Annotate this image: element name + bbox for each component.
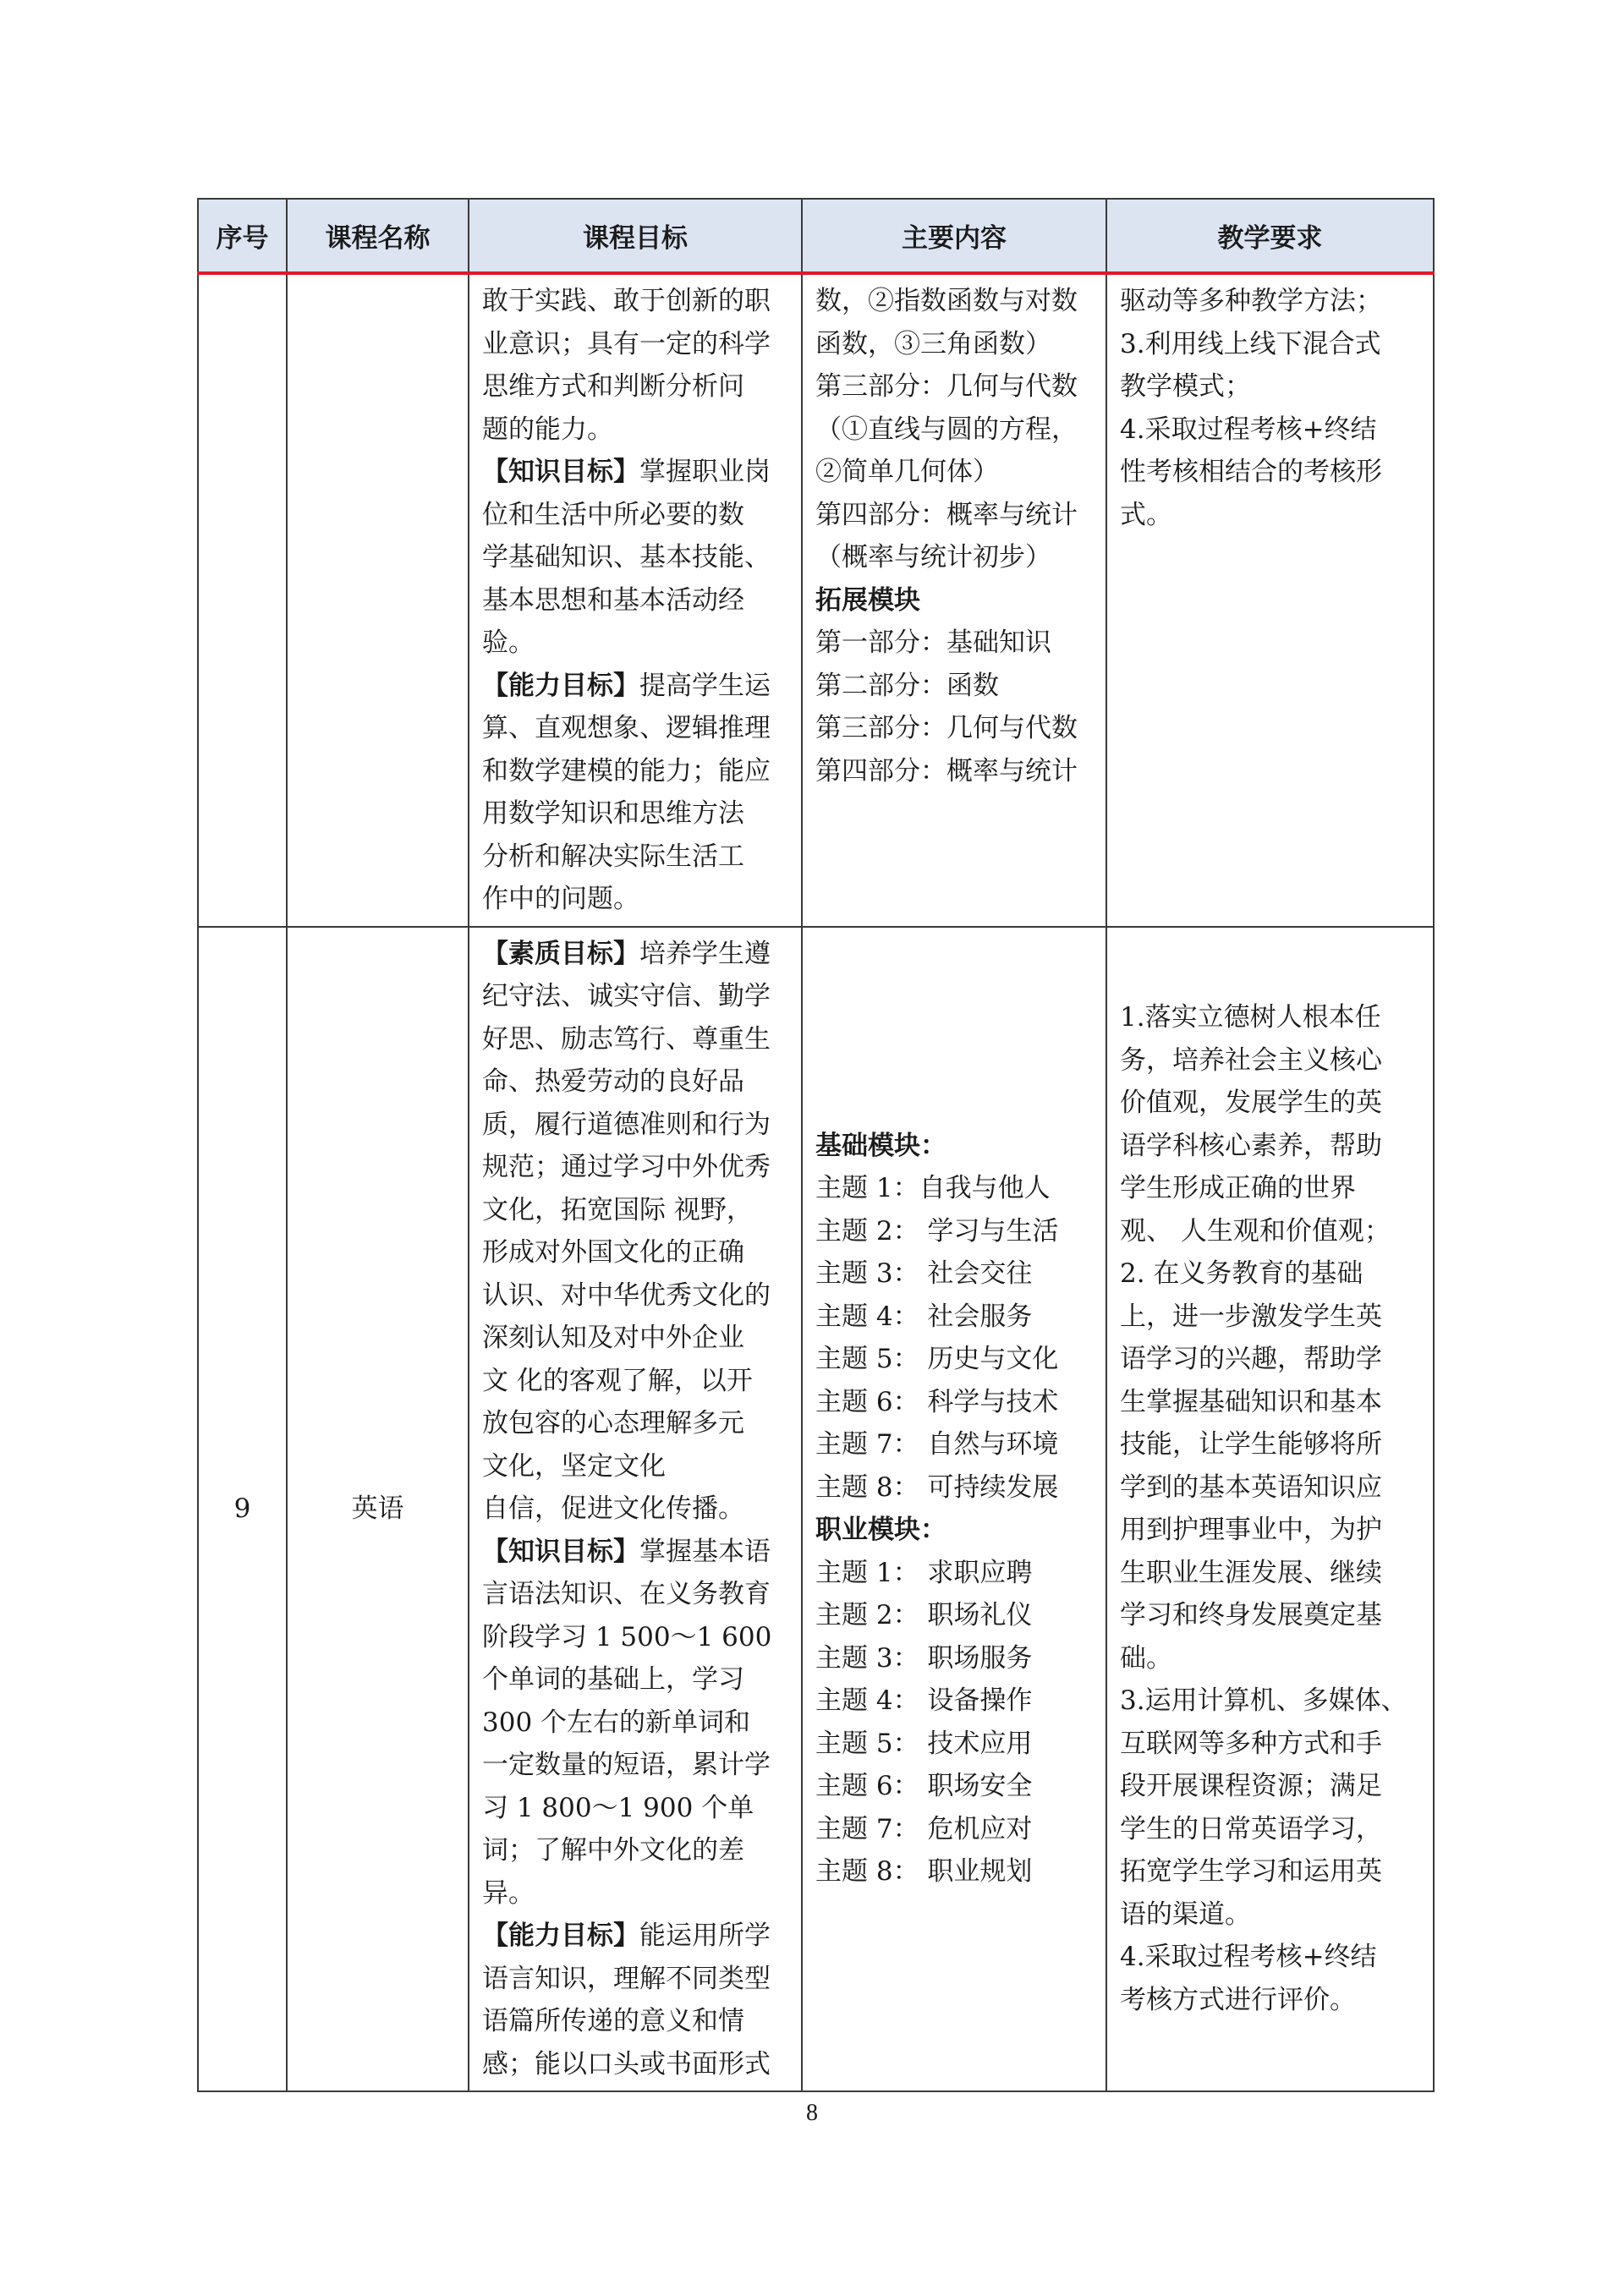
cell-line — [815, 451, 1097, 494]
line-text: 掌握职业岗 — [639, 457, 771, 487]
cell-line — [482, 1402, 793, 1445]
cell-line — [482, 494, 793, 537]
table-row — [198, 273, 1434, 927]
cell-line — [815, 536, 1097, 579]
cell-line — [482, 665, 793, 708]
row1-goal-cell — [469, 273, 802, 927]
line-text: 能运用所学 — [639, 1921, 771, 1951]
line-text: 300 个左右的新单词和 — [482, 1707, 751, 1738]
cell-line — [815, 579, 1097, 622]
line-text: 基本思想和基本活动经 — [482, 584, 744, 616]
line-text: 主题 5： 技术应用 — [815, 1728, 1033, 1759]
line-text: 分析和解决实际生活工 — [482, 841, 744, 872]
cell-line — [482, 1787, 793, 1830]
section-heading: 【能力目标】 — [482, 670, 639, 701]
cell-line: 拓宽学生学习和运用英 — [1120, 1856, 1382, 1888]
cell-line: 学生形成正确的世界 — [1120, 1173, 1356, 1204]
row2-requirements-cell — [1106, 927, 1434, 2092]
cell-line — [815, 1808, 1097, 1851]
line-text: 主题 6： 科学与技术 — [815, 1386, 1059, 1417]
line-text: 主题 5： 历史与文化 — [815, 1344, 1059, 1375]
line-text: 第二部分：函数 — [815, 670, 999, 701]
cell-line — [482, 2043, 793, 2086]
cell-line: 用到护理事业中，为护 — [1120, 1515, 1382, 1546]
row2-index: 9 — [198, 927, 287, 2092]
cell-line — [482, 451, 793, 494]
cell-line — [482, 1701, 793, 1745]
cell-line — [482, 1189, 793, 1232]
cell-line — [815, 494, 1097, 537]
line-text: 好思、励志笃行、尊重生 — [482, 1023, 771, 1055]
cell-line: 段开展课程资源；满足 — [1120, 1771, 1382, 1802]
line-text: 形成对外国文化的正确 — [482, 1237, 744, 1268]
line-text: 函数，③三角函数） — [815, 328, 1051, 359]
line-text: 和数学建模的能力；能应 — [482, 755, 771, 786]
row2-content-cell — [802, 927, 1106, 2092]
line-text: 文化，拓宽国际 视野， — [482, 1194, 753, 1225]
cell-line — [815, 323, 1097, 366]
cell-line — [482, 1274, 793, 1318]
cell-line — [482, 1616, 793, 1659]
cell-line — [815, 1167, 1097, 1210]
line-text: 题的能力。 — [482, 414, 613, 445]
cell-line: 学生的日常英语学习， — [1120, 1813, 1382, 1844]
line-text: 第三部分：几何与代数 — [815, 371, 1078, 402]
line-text: 主题 4： 社会服务 — [815, 1301, 1033, 1332]
cell-line — [482, 1829, 793, 1872]
cell-line — [815, 750, 1097, 793]
cell-line — [482, 536, 793, 579]
cell-line — [482, 280, 793, 323]
line-text: 质，履行道德准则和行为 — [482, 1109, 771, 1140]
cell-line: 观、 人生观和价值观； — [1120, 1215, 1391, 1247]
cell-line — [482, 1360, 793, 1403]
cell-line: 性考核相结合的考核形 — [1120, 457, 1382, 487]
cell-line — [815, 1338, 1097, 1381]
section-heading: 【知识目标】 — [482, 457, 639, 487]
cell-line — [815, 1381, 1097, 1424]
section-heading: 【能力目标】 — [482, 1921, 639, 1951]
line-text: 数，②指数函数与对数 — [815, 286, 1078, 316]
cell-line — [482, 792, 793, 836]
line-text: 感；能以口头或书面形式 — [482, 2048, 771, 2080]
cell-line: 2. 在义务教育的基础 — [1120, 1258, 1363, 1290]
row1-content-cell — [802, 273, 1106, 927]
section-heading: 【知识目标】 — [482, 1536, 639, 1567]
line-text: 算、直观想象、逻辑推理 — [482, 713, 771, 743]
header-course-goal: 课程目标 — [469, 199, 802, 273]
course-table — [197, 198, 1435, 2092]
page-number: 8 — [806, 2100, 818, 2126]
line-text: 一定数量的短语，累计学 — [482, 1750, 771, 1780]
section-heading: 基础模块： — [815, 1130, 946, 1161]
cell-line — [815, 1252, 1097, 1296]
line-text: 位和生活中所必要的数 — [482, 499, 744, 530]
cell-line — [482, 1146, 793, 1189]
cell-line — [482, 707, 793, 750]
cell-line: 技能，让学生能够将所 — [1120, 1429, 1382, 1460]
cell-line — [482, 1060, 793, 1104]
line-text: 自信，促进文化传播。 — [482, 1493, 744, 1524]
line-text: 深刻认知及对中外企业 — [482, 1323, 744, 1353]
cell-line — [482, 1658, 793, 1701]
cell-line — [482, 1915, 793, 1958]
cell-line: 价值观，发展学生的英 — [1120, 1088, 1382, 1119]
cell-line — [482, 1488, 793, 1531]
line-text: 学基础知识、基本技能、 — [482, 542, 771, 573]
line-text: 思维方式和判断分析问 — [482, 371, 744, 402]
line-text: 命、热爱劳动的良好品 — [482, 1066, 744, 1097]
cell-line — [815, 665, 1097, 708]
header-course-name: 课程名称 — [287, 199, 469, 273]
line-text: 主题 6： 职场安全 — [815, 1771, 1033, 1802]
line-text: 个单词的基础上，学习 — [482, 1664, 744, 1695]
table-header-row — [198, 199, 1434, 273]
line-text: 作中的问题。 — [482, 884, 639, 914]
line-text: 主题 8： 可持续发展 — [815, 1471, 1059, 1503]
cell-line: 互联网等多种方式和手 — [1120, 1728, 1382, 1759]
line-text: 主题 2： 学习与生活 — [815, 1215, 1059, 1247]
line-text: 第一部分：基础知识 — [815, 627, 1051, 658]
cell-line: 考核方式进行评价。 — [1120, 1984, 1356, 2015]
cell-line — [815, 1680, 1097, 1723]
line-text: ②简单几何体） — [815, 457, 999, 487]
cell-line — [815, 1125, 1097, 1168]
cell-line — [815, 707, 1097, 750]
line-text: 文化，坚定文化 — [482, 1450, 666, 1482]
header-teaching-requirements: 教学要求 — [1106, 199, 1434, 273]
cell-line — [815, 1466, 1097, 1510]
line-text: 阶段学习 1 500～1 600 — [482, 1621, 772, 1652]
line-text: 第四部分：概率与统计 — [815, 755, 1078, 786]
cell-line — [815, 1594, 1097, 1637]
line-text: 提高学生运 — [639, 670, 771, 701]
line-text: 放包容的心态理解多元 — [482, 1408, 744, 1438]
cell-line — [482, 1018, 793, 1061]
cell-line — [482, 1872, 793, 1915]
line-text: 主题 2： 职场礼仪 — [815, 1600, 1033, 1631]
line-text: 语言知识，理解不同类型 — [482, 1963, 771, 1994]
cell-line: 生掌握基础知识和基本 — [1120, 1386, 1382, 1417]
line-text: 主题 7： 自然与环境 — [815, 1429, 1059, 1460]
cell-line — [482, 1531, 793, 1574]
line-text: 异。 — [482, 1877, 535, 1909]
line-text: 文 化的客观了解，以开 — [482, 1365, 753, 1396]
line-text: 主题 7： 危机应对 — [815, 1813, 1033, 1844]
cell-line: 础。 — [1120, 1642, 1172, 1674]
line-text: 用数学知识和思维方法 — [482, 798, 744, 829]
line-text: 掌握基本语 — [639, 1536, 771, 1567]
cell-line — [482, 579, 793, 622]
cell-line — [815, 1210, 1097, 1253]
cell-line: 4.采取过程考核+终结 — [1120, 414, 1377, 445]
cell-line — [482, 1231, 793, 1274]
section-heading: 职业模块： — [815, 1515, 946, 1546]
cell-line: 学到的基本英语知识应 — [1120, 1471, 1382, 1503]
cell-line — [482, 1104, 793, 1147]
cell-line — [815, 1423, 1097, 1466]
cell-line — [482, 408, 793, 452]
cell-line: 3.利用线上线下混合式 — [1120, 328, 1381, 359]
line-text: 语篇所传递的意义和情 — [482, 2006, 744, 2036]
line-text: 言语法知识、在义务教育 — [482, 1579, 771, 1609]
cell-line — [815, 1723, 1097, 1766]
line-text: 主题 1：自我与他人 — [815, 1173, 1051, 1204]
line-text: （概率与统计初步） — [815, 542, 1051, 573]
line-text: 敢于实践、敢于创新的职 — [482, 286, 771, 316]
cell-line: 上，进一步激发学生英 — [1120, 1301, 1382, 1332]
line-text: 业意识；具有一定的科学 — [482, 328, 771, 359]
section-heading: 【素质目标】 — [482, 938, 639, 969]
row1-index — [198, 273, 287, 927]
line-text: 主题 8： 职业规划 — [815, 1856, 1033, 1888]
cell-line — [482, 878, 793, 921]
cell-line: 学习和终身发展奠定基 — [1120, 1600, 1382, 1631]
line-text: 规范；通过学习中外优秀 — [482, 1152, 771, 1182]
cell-line — [482, 1317, 793, 1360]
cell-line — [482, 1958, 793, 2001]
cell-line — [482, 836, 793, 879]
cell-line — [815, 1509, 1097, 1552]
section-heading: 拓展模块 — [815, 584, 920, 616]
cell-line: 语学习的兴趣，帮助学 — [1120, 1344, 1382, 1375]
header-index: 序号 — [198, 199, 287, 273]
cell-line — [815, 408, 1097, 452]
cell-line — [815, 1296, 1097, 1339]
cell-line — [482, 323, 793, 366]
line-text: 认识、对中华优秀文化的 — [482, 1280, 771, 1311]
cell-line — [482, 2000, 793, 2043]
row2-course-name: 英语 — [287, 927, 469, 2092]
cell-line: 3.运用计算机、多媒体、 — [1120, 1685, 1407, 1717]
cell-line — [482, 622, 793, 665]
cell-line: 驱动等多种教学方法； — [1120, 286, 1382, 316]
line-text: 纪守法、诚实守信、勤学 — [482, 981, 771, 1011]
cell-line — [815, 1552, 1097, 1595]
line-text: （①直线与圆的方程， — [815, 414, 1078, 445]
line-text: 第三部分：几何与代数 — [815, 713, 1078, 743]
line-text: 主题 1： 求职应聘 — [815, 1557, 1033, 1588]
cell-line — [815, 1765, 1097, 1808]
row2-goal-cell — [469, 927, 802, 2092]
cell-line — [482, 1573, 793, 1616]
cell-line — [482, 975, 793, 1018]
line-text: 主题 4： 设备操作 — [815, 1685, 1033, 1717]
cell-line — [482, 1445, 793, 1488]
cell-line: 生职业生涯发展、继续 — [1120, 1557, 1382, 1588]
cell-line — [815, 1637, 1097, 1680]
cell-line: 式。 — [1120, 499, 1172, 530]
line-text: 词；了解中外文化的差 — [482, 1835, 744, 1866]
cell-line — [815, 1850, 1097, 1893]
cell-line: 语学科核心素养，帮助 — [1120, 1130, 1382, 1161]
table-row — [198, 927, 1434, 2092]
line-text: 主题 3： 社会交往 — [815, 1258, 1033, 1290]
row1-requirements-cell — [1106, 273, 1434, 927]
cell-line: 1.落实立德树人根本任 — [1120, 1002, 1381, 1033]
cell-line — [482, 1744, 793, 1787]
line-text: 培养学生遵 — [639, 938, 771, 969]
cell-line: 务，培养社会主义核心 — [1120, 1044, 1382, 1076]
line-text: 验。 — [482, 627, 535, 658]
cell-line — [815, 280, 1097, 323]
line-text: 主题 3： 职场服务 — [815, 1642, 1033, 1674]
row1-course-name — [287, 273, 469, 927]
line-text: 第四部分：概率与统计 — [815, 499, 1078, 530]
cell-line — [482, 933, 793, 976]
header-main-content: 主要内容 — [802, 199, 1106, 273]
cell-line — [482, 365, 793, 408]
cell-line — [815, 622, 1097, 665]
cell-line — [482, 750, 793, 793]
cell-line: 语的渠道。 — [1120, 1899, 1251, 1930]
cell-line: 4.采取过程考核+终结 — [1120, 1942, 1377, 1973]
line-text: 习 1 800～1 900 个单 — [482, 1792, 754, 1823]
cell-line — [815, 365, 1097, 408]
cell-line: 教学模式； — [1120, 371, 1251, 402]
